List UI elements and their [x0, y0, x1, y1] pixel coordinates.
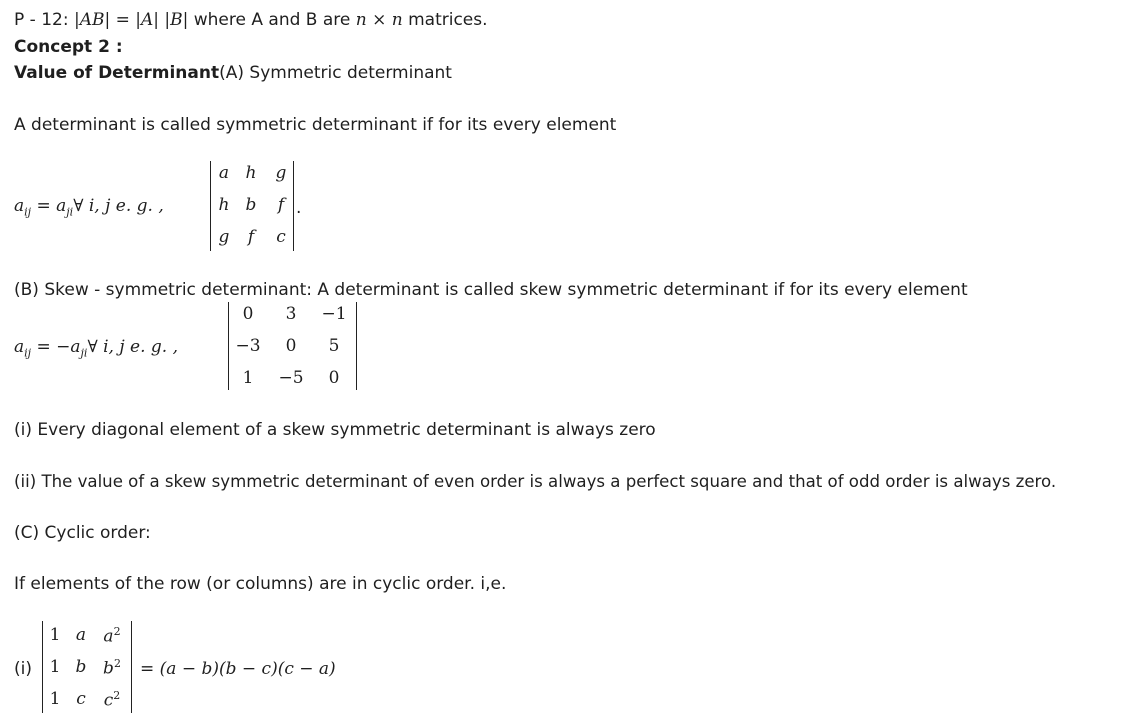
section-c-title: (C) Cyclic order: [14, 523, 151, 543]
matrix-cell: c [276, 227, 286, 247]
sym-tail: ∀ i, j e. g. , [73, 196, 164, 216]
section-a-title: (A) Symmetric determinant [219, 63, 452, 83]
cell-power: 2 [113, 625, 121, 638]
p12-line [14, 10, 488, 30]
matrix-cell: 1 [49, 657, 61, 677]
matrix-cell: 5 [328, 336, 340, 356]
sym-sub: ij [24, 205, 32, 219]
cyclic-definition: If elements of the row (or columns) are in cyclic order. i,e. [14, 574, 507, 594]
skew-matrix [228, 302, 357, 390]
cell-base: a [103, 626, 114, 647]
sym-condition [14, 196, 164, 218]
matrix-cell: −1 [321, 304, 347, 324]
p12-end: matrices. [402, 10, 488, 30]
p12-formula: |AB| = |A| |B| [73, 10, 189, 30]
sym-mid: = a [31, 196, 67, 216]
p12-prefix: P - 12: [14, 10, 74, 30]
matrix-cell: a [75, 625, 87, 645]
matrix-cell: 1 [242, 368, 254, 388]
matrix-cell: 1 [49, 625, 61, 645]
matrix-cell [99, 689, 125, 711]
matrix-cell: f [277, 195, 285, 215]
cell-power: 2 [113, 657, 121, 670]
matrix-cell: a [218, 163, 230, 183]
note-i: (i) Every diagonal element of a skew symmetric determinant is always zero [14, 420, 656, 440]
concept-heading: Concept 2 : [14, 37, 123, 57]
cell-base: c [103, 690, 114, 711]
sym-a: a [14, 196, 25, 216]
matrix-cell [99, 625, 125, 647]
matrix-cell: −5 [278, 368, 304, 388]
matrix-cell: 0 [285, 336, 297, 356]
p12-nn: n × n [355, 10, 403, 30]
sym-matrix [210, 161, 294, 251]
matrix-cell: b [245, 195, 257, 215]
p12-suffix: where A and B are [188, 10, 356, 30]
skew-condition [14, 337, 178, 359]
matrix-cell: h [218, 195, 230, 215]
sym-definition: A determinant is called symmetric determinant if for its every element [14, 115, 617, 135]
matrix-cell: −3 [235, 336, 261, 356]
skew-a: a [14, 337, 25, 357]
matrix-cell: h [245, 163, 257, 183]
cyclic-matrix [42, 621, 132, 713]
sym-period: . [296, 198, 302, 218]
cyclic-result: = (a − b)(b − c)(c − a) [140, 659, 336, 679]
matrix-cell: g [218, 227, 230, 247]
matrix-cell: g [275, 163, 287, 183]
cell-base: b [103, 658, 114, 679]
matrix-cell: 3 [285, 304, 297, 324]
cell-power: 2 [113, 689, 121, 702]
matrix-cell: c [76, 689, 86, 709]
sym-sub2: ji [66, 205, 74, 219]
section-b-title: (B) Skew - symmetric determinant: A determinant is called skew symmetric determinant if for its every element [14, 280, 968, 300]
matrix-cell: 0 [242, 304, 254, 324]
matrix-cell: 0 [328, 368, 340, 388]
cyclic-label: (i) [14, 659, 32, 679]
value-line [14, 63, 452, 83]
skew-mid: = −a [31, 337, 81, 357]
matrix-cell: b [75, 657, 87, 677]
matrix-cell: 1 [49, 689, 61, 709]
note-ii: (ii) The value of a skew symmetric determinant of even order is always a perfect square and that of odd order is always zero. [14, 472, 1057, 491]
matrix-cell: f [247, 227, 255, 247]
skew-sub: ij [24, 346, 32, 360]
matrix-cell [99, 657, 125, 679]
skew-sub2: ji [80, 346, 88, 360]
skew-tail: ∀ i, j e. g. , [87, 337, 178, 357]
value-heading: Value of Determinant [14, 63, 220, 83]
